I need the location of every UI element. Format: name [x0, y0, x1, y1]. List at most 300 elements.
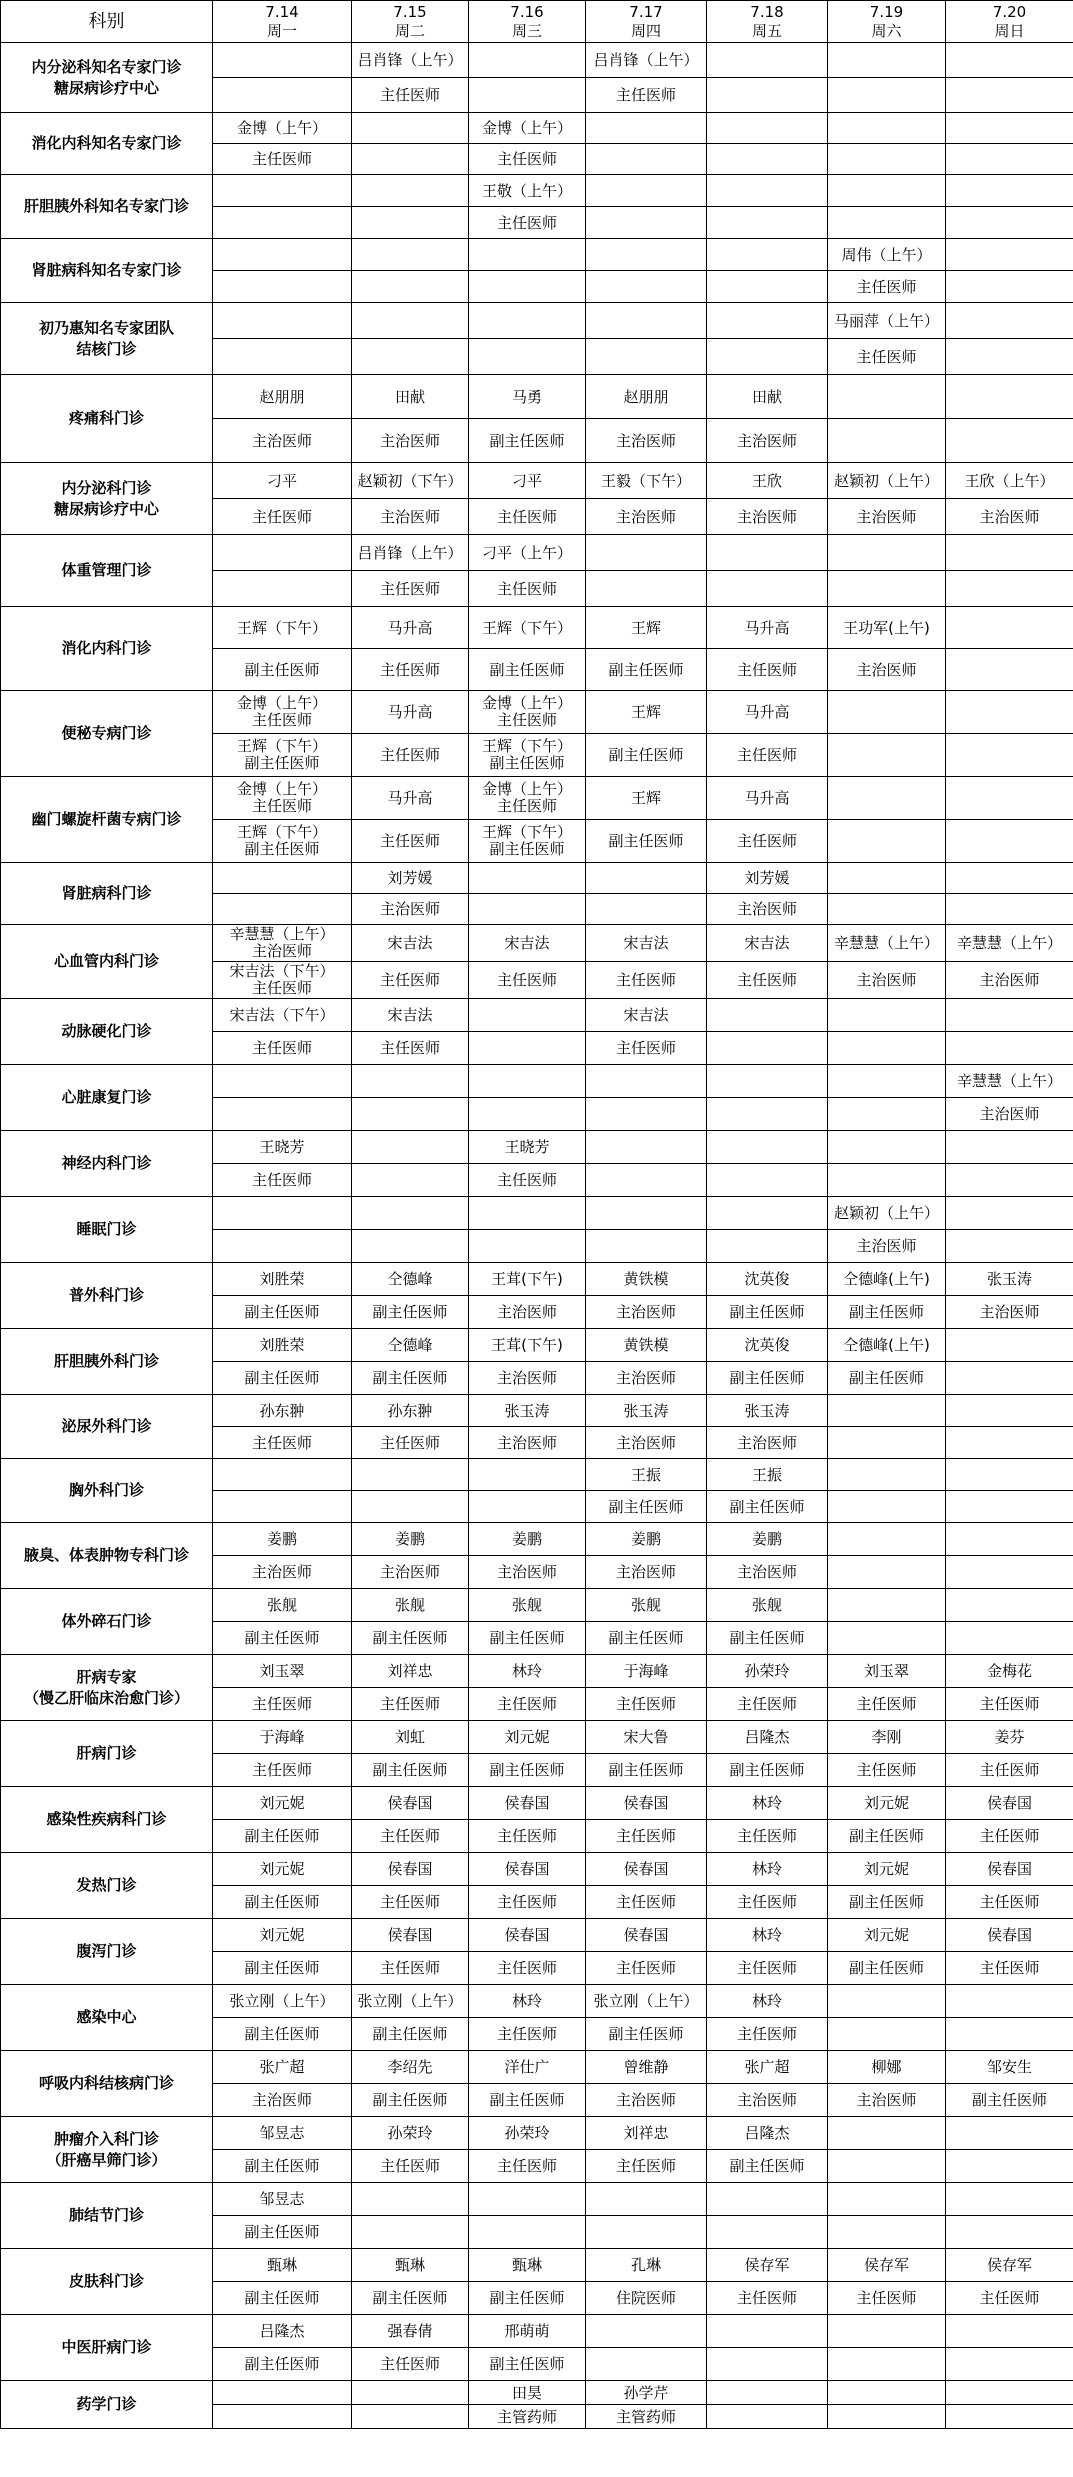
department-name-line: 肾脏病科知名专家门诊: [31, 261, 182, 279]
doctor-row: [1, 535, 1073, 571]
title-cell: 主任医师: [707, 2282, 828, 2315]
doctor-cell: 刁平（上午）: [469, 535, 586, 571]
title-cell: [707, 78, 828, 113]
title-cell: 主任医师: [707, 734, 828, 777]
title-cell: [213, 1491, 352, 1523]
title-cell: [213, 207, 352, 239]
title-cell: [946, 1491, 1073, 1523]
title-cell: 主任医师: [586, 1952, 707, 1985]
doctor-row: [1, 691, 1073, 734]
title-cell: [828, 571, 946, 607]
doctor-cell: [586, 1065, 707, 1098]
title-cell: [828, 2018, 946, 2051]
title-cell: [946, 1362, 1073, 1395]
doctor-cell: 刘祥忠: [586, 2117, 707, 2150]
title-cell: [828, 820, 946, 863]
department-name: [1, 1459, 213, 1523]
title-cell: 主任医师: [707, 1952, 828, 1985]
department-name-line: 肿瘤介入科门诊: [53, 2129, 159, 2148]
title-cell: [828, 2405, 946, 2429]
doctor-cell: 张广超: [213, 2051, 352, 2084]
doctor-row: [1, 2381, 1073, 2405]
title-cell: [828, 144, 946, 175]
doctor-row: [1, 1263, 1073, 1296]
doctor-cell: [828, 1395, 946, 1427]
department-name: [1, 2315, 213, 2381]
doctor-cell: [213, 1197, 352, 1230]
title-cell: 主任医师: [469, 1688, 586, 1721]
doctor-cell: 金博（上午）: [213, 113, 352, 144]
doctor-cell: [352, 1459, 469, 1491]
day-weekday: 周二: [394, 21, 425, 40]
title-cell: 主任医师: [213, 1032, 352, 1065]
doctor-cell: 刘芳媛: [352, 863, 469, 894]
title-cell: 主任医师: [586, 78, 707, 113]
title-cell: 主任医师: [352, 962, 469, 999]
title-cell: [352, 2405, 469, 2429]
doctor-cell: [828, 999, 946, 1032]
department-name: [1, 239, 213, 303]
doctor-cell: 马升高: [707, 691, 828, 734]
title-cell: [213, 2405, 352, 2429]
department-name-line: 体重管理门诊: [61, 561, 152, 579]
title-cell: [352, 1164, 469, 1197]
doctor-cell: 姜鹏: [469, 1523, 586, 1556]
title-cell: [469, 339, 586, 375]
doctor-cell: 邹安生: [946, 2051, 1073, 2084]
department-name: [1, 1197, 213, 1263]
title-cell: [586, 339, 707, 375]
department-name-line: 泌尿外科门诊: [61, 1417, 152, 1435]
title-cell: 副主任医师: [352, 2282, 469, 2315]
title-cell: 副主任医师: [352, 1362, 469, 1395]
doctor-cell: 姜鹏: [707, 1523, 828, 1556]
doctor-cell: [707, 175, 828, 207]
title-cell: 主管药师: [469, 2405, 586, 2429]
title-cell: 主任医师: [946, 2282, 1073, 2315]
doctor-cell: [469, 43, 586, 78]
doctor-cell: 王辉: [586, 691, 707, 734]
doctor-cell: [213, 43, 352, 78]
title-cell: 副主任医师: [213, 1296, 352, 1329]
doctor-cell: 仝德峰: [352, 1329, 469, 1362]
title-cell: 主任医师: [352, 820, 469, 863]
doctor-cell: [828, 2117, 946, 2150]
doctor-cell: [707, 1197, 828, 1230]
department-name-line: 心脏康复门诊: [61, 1088, 152, 1106]
title-cell: [946, 2405, 1073, 2429]
doctor-cell: [707, 1065, 828, 1098]
title-cell: 副主任医师: [586, 820, 707, 863]
doctor-cell: 刁平: [469, 463, 586, 499]
title-cell: 副主任医师: [213, 1952, 352, 1985]
doctor-cell: [828, 2381, 946, 2405]
doctor-cell: 宋吉法: [352, 999, 469, 1032]
doctor-cell: 张舰: [707, 1589, 828, 1622]
title-cell: 主治医师: [828, 649, 946, 691]
department-name: [1, 1853, 213, 1919]
doctor-cell: [586, 303, 707, 339]
doctor-cell: 王振: [586, 1459, 707, 1491]
doctor-cell: 孔琳: [586, 2249, 707, 2282]
title-cell: 主治医师: [828, 1230, 946, 1263]
doctor-cell: 刘祥忠: [352, 1655, 469, 1688]
department-name-line: 幽门螺旋杆菌专病门诊: [31, 810, 182, 828]
doctor-cell: 张立刚（上午）: [352, 1985, 469, 2018]
title-cell: [352, 1491, 469, 1523]
title-cell: 主任医师: [586, 1688, 707, 1721]
title-cell: [707, 571, 828, 607]
title-cell: [213, 820, 352, 863]
title-cell: [828, 419, 946, 463]
cell-line: 副主任医师: [489, 754, 565, 772]
doctor-cell: 侯存军: [707, 2249, 828, 2282]
doctor-cell: [707, 43, 828, 78]
department-name-line: 初乃惠知名专家团队: [38, 318, 174, 337]
cell-line: 主任医师: [496, 711, 557, 729]
title-cell: 副主任医师: [469, 2348, 586, 2381]
title-cell: 主治医师: [586, 1556, 707, 1589]
doctor-cell: 仝德峰(上午): [828, 1263, 946, 1296]
doctor-cell: [469, 691, 586, 734]
doctor-cell: [213, 863, 352, 894]
department-name: [1, 1787, 213, 1853]
department-name: [1, 691, 213, 777]
doctor-cell: 田献: [352, 375, 469, 419]
title-cell: [707, 2216, 828, 2249]
day-header: [469, 1, 586, 43]
doctor-cell: 田昊: [469, 2381, 586, 2405]
department-name: [1, 375, 213, 463]
doctor-cell: [469, 1197, 586, 1230]
doctor-cell: [946, 43, 1073, 78]
day-weekday: 周三: [511, 21, 542, 40]
title-cell: [828, 734, 946, 777]
title-cell: [946, 2216, 1073, 2249]
doctor-cell: 刘元妮: [469, 1721, 586, 1754]
doctor-cell: [946, 607, 1073, 649]
doctor-cell: 侯春国: [469, 1787, 586, 1820]
title-cell: 副主任医师: [707, 2150, 828, 2183]
department-name-line: 肝病门诊: [76, 1744, 137, 1762]
doctor-cell: [213, 925, 352, 962]
doctor-cell: 刘元妮: [213, 1919, 352, 1952]
doctor-cell: [946, 239, 1073, 271]
day-date: 7.19: [869, 2, 904, 21]
title-cell: 副主任医师: [352, 2084, 469, 2117]
department-name: [1, 2183, 213, 2249]
doctor-cell: 吕肖锋（上午）: [352, 43, 469, 78]
doctor-cell: [828, 1985, 946, 2018]
doctor-row: [1, 1721, 1073, 1754]
doctor-row: [1, 1589, 1073, 1622]
cell-line: 副主任医师: [489, 840, 565, 858]
doctor-cell: 洋仕广: [469, 2051, 586, 2084]
title-cell: 副主任医师: [352, 1622, 469, 1655]
doctor-row: [1, 1395, 1073, 1427]
title-cell: 主任医师: [352, 1952, 469, 1985]
title-cell: [707, 1230, 828, 1263]
doctor-cell: 刘玉翠: [213, 1655, 352, 1688]
title-cell: [828, 1427, 946, 1459]
department-name-line: 糖尿病诊疗中心: [53, 499, 159, 518]
title-cell: [213, 962, 352, 999]
title-cell: 住院医师: [586, 2282, 707, 2315]
doctor-cell: 林玲: [469, 1655, 586, 1688]
title-cell: 副主任医师: [469, 419, 586, 463]
department-column-header: 科别: [1, 1, 213, 43]
doctor-cell: 孙荣玲: [469, 2117, 586, 2150]
cell-line: 辛慧慧（上午）: [229, 925, 335, 943]
title-cell: 主治医师: [946, 499, 1073, 535]
department-name-line: 普外科门诊: [68, 1286, 144, 1304]
title-cell: 主任医师: [469, 571, 586, 607]
title-cell: 主治医师: [586, 1296, 707, 1329]
doctor-cell: [828, 1523, 946, 1556]
title-cell: 主治医师: [586, 419, 707, 463]
title-cell: 主治医师: [586, 499, 707, 535]
doctor-cell: 王振: [707, 1459, 828, 1491]
doctor-cell: 侯春国: [586, 1787, 707, 1820]
title-cell: 主任医师: [213, 499, 352, 535]
doctor-cell: 王毅（下午）: [586, 463, 707, 499]
title-cell: 副主任医师: [707, 1754, 828, 1787]
doctor-cell: 刘胜荣: [213, 1329, 352, 1362]
doctor-row: [1, 303, 1073, 339]
doctor-cell: 甄琳: [469, 2249, 586, 2282]
doctor-cell: 侯春国: [352, 1787, 469, 1820]
title-cell: 主任医师: [586, 2150, 707, 2183]
title-cell: 主治医师: [707, 419, 828, 463]
department-name: [1, 1065, 213, 1131]
day-header: [586, 1, 707, 43]
doctor-cell: 张舰: [586, 1589, 707, 1622]
doctor-cell: [213, 303, 352, 339]
title-cell: 主治医师: [707, 499, 828, 535]
doctor-cell: 柳娜: [828, 2051, 946, 2084]
department-name-line: 感染中心: [76, 2008, 137, 2026]
title-cell: 主治医师: [352, 419, 469, 463]
title-cell: [213, 1230, 352, 1263]
doctor-cell: [828, 777, 946, 820]
department-name: [1, 1589, 213, 1655]
doctor-row: [1, 1919, 1073, 1952]
doctor-cell: [586, 2183, 707, 2216]
title-cell: [946, 1622, 1073, 1655]
title-cell: [946, 207, 1073, 239]
title-cell: [586, 1164, 707, 1197]
title-cell: [469, 78, 586, 113]
title-cell: 副主任医师: [213, 649, 352, 691]
title-cell: 副主任医师: [213, 1362, 352, 1395]
title-cell: 主任医师: [828, 339, 946, 375]
doctor-cell: 侯春国: [586, 1919, 707, 1952]
title-cell: 主任医师: [469, 499, 586, 535]
doctor-cell: 张广超: [707, 2051, 828, 2084]
title-cell: 主治医师: [352, 894, 469, 925]
doctor-cell: [946, 175, 1073, 207]
title-cell: 主任医师: [946, 1754, 1073, 1787]
doctor-row: [1, 2315, 1073, 2348]
title-cell: [213, 571, 352, 607]
title-cell: [828, 2348, 946, 2381]
doctor-cell: [946, 2117, 1073, 2150]
title-cell: [352, 271, 469, 303]
doctor-cell: [707, 2315, 828, 2348]
title-cell: 副主任医师: [469, 1754, 586, 1787]
title-cell: 副主任医师: [469, 649, 586, 691]
doctor-cell: [469, 999, 586, 1032]
doctor-cell: 孙荣玲: [352, 2117, 469, 2150]
title-cell: [946, 2150, 1073, 2183]
title-cell: 主治医师: [707, 2084, 828, 2117]
title-cell: [707, 1164, 828, 1197]
title-cell: [828, 894, 946, 925]
title-cell: 主任医师: [352, 2348, 469, 2381]
title-cell: 主任医师: [213, 1427, 352, 1459]
department-name-line: 睡眠门诊: [76, 1220, 137, 1238]
doctor-cell: [946, 2381, 1073, 2405]
doctor-cell: [828, 691, 946, 734]
doctor-cell: 辛慧慧（上午）: [946, 1065, 1073, 1098]
doctor-cell: 王茸(下午): [469, 1329, 586, 1362]
title-cell: [707, 1098, 828, 1131]
title-cell: 副主任医师: [213, 1820, 352, 1853]
doctor-cell: [707, 2183, 828, 2216]
doctor-row: [1, 607, 1073, 649]
title-cell: 主任医师: [469, 1820, 586, 1853]
doctor-row: [1, 1523, 1073, 1556]
doctor-cell: [946, 1459, 1073, 1491]
doctor-cell: [352, 239, 469, 271]
doctor-cell: 王欣（上午）: [946, 463, 1073, 499]
doctor-cell: [946, 1985, 1073, 2018]
title-cell: 主任医师: [586, 1886, 707, 1919]
day-header: [213, 1, 352, 43]
cell-line: 王辉（下午）: [481, 737, 572, 755]
doctor-cell: 孙东翀: [213, 1395, 352, 1427]
department-name: [1, 175, 213, 239]
doctor-cell: 马升高: [707, 607, 828, 649]
title-cell: [946, 78, 1073, 113]
doctor-cell: 姜鹏: [213, 1523, 352, 1556]
doctor-cell: 王茸(下午): [469, 1263, 586, 1296]
doctor-cell: 刘元妮: [213, 1787, 352, 1820]
doctor-cell: [828, 113, 946, 144]
department-name-line: 疼痛科门诊: [68, 409, 144, 427]
title-cell: 副主任医师: [828, 1952, 946, 1985]
day-header: [828, 1, 946, 43]
title-cell: 主任医师: [586, 1820, 707, 1853]
doctor-cell: 吕肖锋（上午）: [352, 535, 469, 571]
doctor-row: [1, 239, 1073, 271]
doctor-cell: [828, 43, 946, 78]
doctor-cell: [586, 2315, 707, 2348]
doctor-cell: [469, 1065, 586, 1098]
doctor-cell: 王辉: [586, 607, 707, 649]
doctor-cell: 吕肖锋（上午）: [586, 43, 707, 78]
department-name: [1, 113, 213, 175]
doctor-cell: 周伟（上午）: [828, 239, 946, 271]
title-cell: 主任医师: [469, 2018, 586, 2051]
doctor-cell: [469, 239, 586, 271]
title-cell: 主任医师: [469, 1886, 586, 1919]
title-cell: 主治医师: [469, 1362, 586, 1395]
title-cell: [946, 571, 1073, 607]
department-name: [1, 2051, 213, 2117]
title-cell: 主任医师: [352, 1032, 469, 1065]
doctor-cell: 赵颖初（上午）: [828, 1197, 946, 1230]
doctor-cell: 吕隆杰: [707, 1721, 828, 1754]
doctor-cell: [828, 1065, 946, 1098]
title-cell: [946, 1164, 1073, 1197]
title-cell: 副主任医师: [946, 2084, 1073, 2117]
doctor-row: [1, 43, 1073, 78]
title-cell: 主治医师: [946, 962, 1073, 999]
doctor-cell: 沈英俊: [707, 1263, 828, 1296]
doctor-cell: 侯春国: [469, 1919, 586, 1952]
title-cell: 副主任医师: [213, 2282, 352, 2315]
title-cell: 主治医师: [213, 2084, 352, 2117]
department-name-line: 内分泌科门诊: [61, 478, 152, 497]
title-cell: 主任医师: [352, 571, 469, 607]
department-name-line: 呼吸内科结核病门诊: [38, 2074, 174, 2092]
title-cell: [586, 571, 707, 607]
doctor-cell: 刘元妮: [828, 1787, 946, 1820]
doctor-cell: [946, 691, 1073, 734]
doctor-cell: [586, 863, 707, 894]
doctor-row: [1, 777, 1073, 820]
title-cell: 副主任医师: [352, 2018, 469, 2051]
doctor-cell: 孙荣玲: [707, 1655, 828, 1688]
doctor-cell: [586, 239, 707, 271]
doctor-cell: 宋吉法: [469, 925, 586, 962]
title-cell: 主治医师: [469, 1296, 586, 1329]
doctor-cell: 刘虹: [352, 1721, 469, 1754]
department-name-line: 肾脏病科门诊: [61, 884, 152, 902]
schedule-body: [1, 43, 1073, 2429]
title-cell: [946, 419, 1073, 463]
cell-line: 王辉（下午）: [236, 823, 327, 841]
title-cell: [586, 144, 707, 175]
title-cell: 副主任医师: [828, 1886, 946, 1919]
title-cell: 主治医师: [946, 1296, 1073, 1329]
title-cell: [586, 1230, 707, 1263]
title-cell: 主任医师: [352, 1886, 469, 1919]
doctor-cell: 金梅花: [946, 1655, 1073, 1688]
department-name-line: 药学门诊: [76, 2395, 137, 2413]
day-date: 7.15: [393, 2, 427, 21]
department-name-line: 消化内科知名专家门诊: [31, 134, 182, 152]
title-cell: [352, 144, 469, 175]
title-cell: 副主任医师: [828, 1296, 946, 1329]
doctor-cell: [828, 1459, 946, 1491]
doctor-row: [1, 863, 1073, 894]
title-cell: 副主任医师: [213, 1622, 352, 1655]
title-cell: [469, 820, 586, 863]
title-cell: 主任医师: [352, 1427, 469, 1459]
doctor-cell: 辛慧慧（上午）: [946, 925, 1073, 962]
doctor-cell: 仝德峰(上午): [828, 1329, 946, 1362]
title-cell: 副主任医师: [586, 734, 707, 777]
doctor-cell: 强春倩: [352, 2315, 469, 2348]
doctor-cell: 侯存军: [828, 2249, 946, 2282]
doctor-cell: [828, 375, 946, 419]
doctor-cell: [352, 1197, 469, 1230]
title-cell: [946, 820, 1073, 863]
title-cell: 主治医师: [213, 419, 352, 463]
title-cell: [828, 78, 946, 113]
